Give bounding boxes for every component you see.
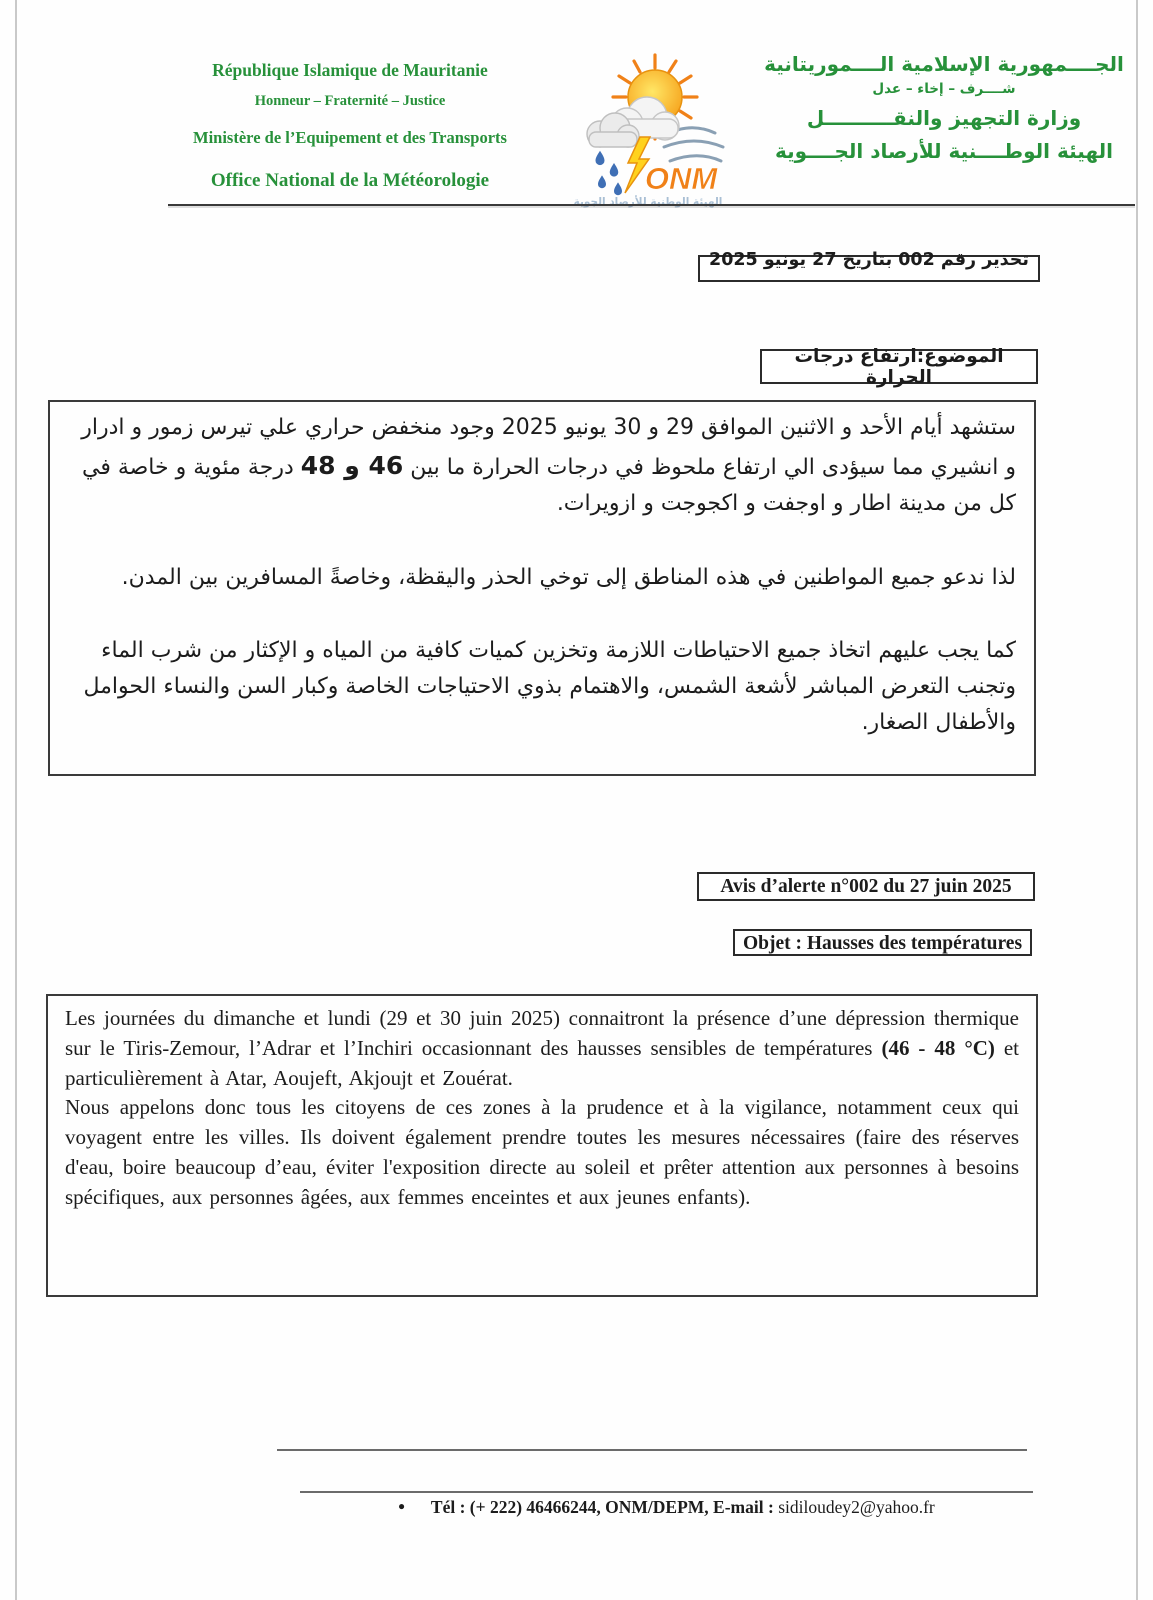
body-text: لذا ندعو جميع المواطنين في هذه المناطق إلى توخي الحذر واليقظة، وخاصةً المسافرين بين المدن. [121, 564, 1016, 590]
body-text: et particulièrement à Atar, Aoujeft, Akjoujt et Zouérat. [65, 1035, 1020, 1090]
arabic-paragraph [68, 633, 1016, 740]
emphasized-text: (46 - 48 °C) [881, 1035, 995, 1060]
logo-acronym: ONM [644, 161, 718, 196]
republic-title-fr: République Islamique de Mauritanie [212, 60, 488, 80]
motto-fr: Honneur – Fraternité – Justice [254, 93, 446, 109]
objet-box [733, 929, 1032, 956]
scan-edge-right [1136, 0, 1138, 1600]
arabic-alert-body [48, 400, 1036, 776]
emphasized-text: Tél : (+ 222) 46466244, ONM/DEPM, E-mail : [430, 1497, 779, 1517]
header-arabic-block [758, 52, 1130, 163]
avis-box [697, 872, 1035, 901]
subject-text: الموضوع:ارتفاع درجات الحرارة [794, 345, 1004, 388]
onm-logo [552, 46, 742, 210]
raindrops-icon [596, 151, 623, 196]
body-text: Les journées du dimanche et lundi (29 et 30 juin 2025) connaitront la présence d’une dépression thermique sur le Tiris-Zemour, l’Adrar et l’Inchiri occasionnant des hausses sensibles de températures [65, 1006, 1019, 1060]
french-alert-body [46, 994, 1038, 1297]
footer-rule-bottom [300, 1491, 1033, 1493]
onm-logo-svg [552, 46, 742, 210]
footer-rule-top [277, 1449, 1027, 1451]
ministry-ar: وزارة التجهيز والنقــــــــــل [806, 106, 1082, 130]
arabic-paragraph [68, 560, 1016, 596]
republic-title-ar: الجــــمهورية الإسلامية الــــموريتانية [764, 52, 1124, 76]
warning-number-box [698, 250, 1040, 282]
body-text: درجة مئوية و خاصة في كل من مدينة اطار و اوجفت و اكجوجت و ازويرات. [81, 454, 1016, 517]
body-text: Nous appelons donc tous les citoyens de ces zones à la prudence et à la vigilance, notamment ceux qui voyagent entre les villes. Ils doivent également prendre toutes les mesures nécessaires (faire des réserves d'eau, boire beaucoup d’eau, éviter l'exposition directe au soleil et prêter attention aux personnes à besoins spécifiques, aux personnes âgées, aux femmes enceintes et aux jeunes enfants). [65, 1095, 1019, 1209]
header-rule [168, 204, 1135, 206]
ministry-fr: Ministère de l’Equipement et des Transports [193, 128, 507, 147]
body-text: ستشهد أيام الأحد و الاثنين الموافق 29 و 30 يونيو 2025 وجود منخفض حراري علي تيرس زمور و ادرار و انشيري مما سيؤدى الي ارتفاع ملحوظ في درجات الحرارة ما بين [81, 415, 1016, 480]
logo-caption: الهيئة الوطنية للأرصاد الجوية [573, 196, 723, 208]
avis-text: Avis d’alerte n°002 du 27 juin 2025 [720, 876, 1012, 897]
motto-ar: شــــرف – إخاء – عدل [872, 81, 1016, 97]
office-ar: الهيئة الوطــــنية للأرصاد الجــــوية [774, 139, 1114, 163]
arabic-paragraph [68, 410, 1016, 522]
subject-box [760, 345, 1038, 388]
office-fr: Office National de la Météorologie [210, 170, 490, 191]
scan-edge-left [15, 0, 17, 1600]
objet-text: Objet : Hausses des températures [742, 933, 1023, 954]
header-french-block [150, 60, 550, 192]
warning-number-text: تحذير رقم 002 بتاريخ 27 يونيو 2025 [709, 250, 1029, 270]
emphasized-text: 46 و 48 [300, 450, 404, 480]
bullet-icon: • [398, 1497, 405, 1518]
french-paragraph [65, 1093, 1019, 1212]
french-paragraph [65, 1004, 1019, 1093]
footer-contact [300, 1497, 1033, 1519]
body-text: كما يجب عليهم اتخاذ جميع الاحتياطات اللازمة وتخزين كميات كافية من المياه و الإكثار من شرب الماء وتجنب التعرض المباشر لأشعة الشمس، والاهتمام بذوي الاحتياجات الخاصة وكبار السن والنساء الحوامل والأطفال الصغار. [83, 638, 1016, 735]
body-text: sidiloudey2@yahoo.fr [778, 1497, 935, 1517]
contact-text [431, 1497, 935, 1518]
